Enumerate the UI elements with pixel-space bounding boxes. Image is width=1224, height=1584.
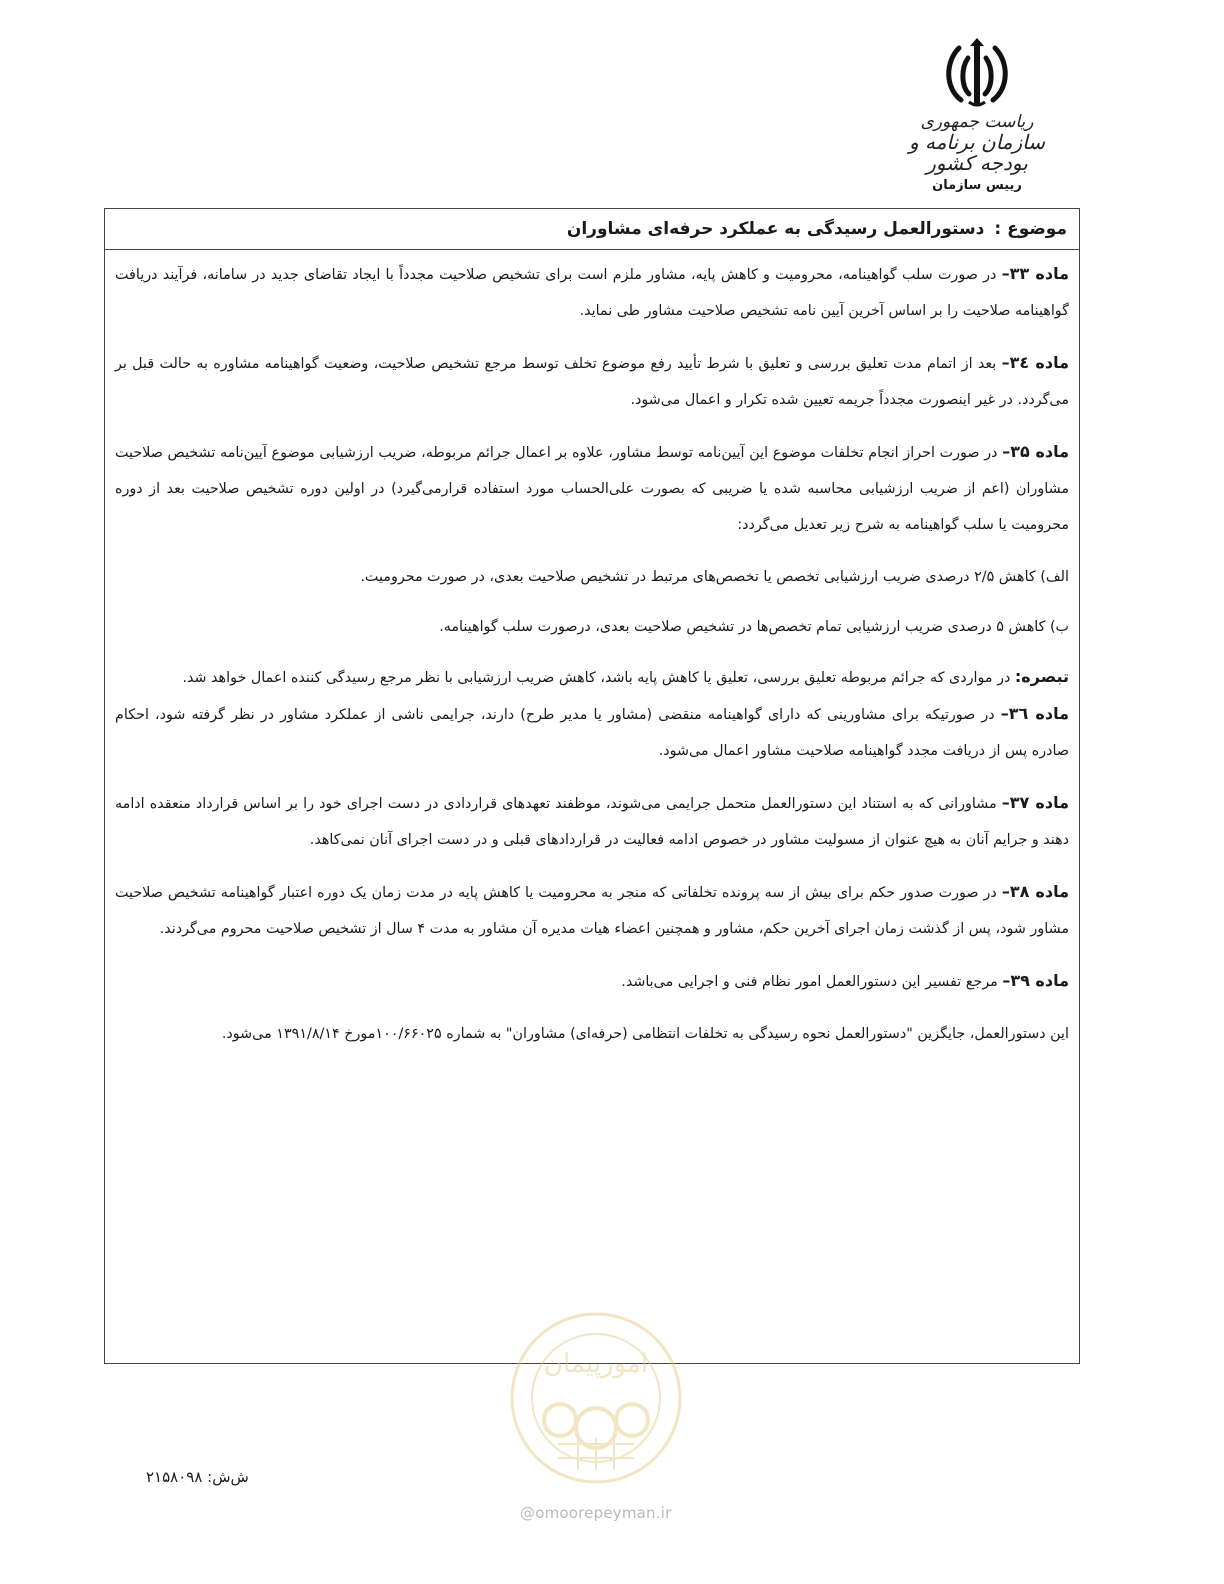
note-heading: تبصره: [1014, 667, 1069, 686]
letterhead [902, 36, 1052, 216]
article-heading: ماده ۳۹– [1002, 971, 1069, 990]
article-heading: ماده ۳۳– [1001, 264, 1069, 283]
article-35 [115, 434, 1069, 543]
article-text: مرجع تفسیر این دستورالعمل امور نظام فنی و اجرایی می‌باشد. [621, 974, 1003, 990]
article-heading: ماده ۳۷– [1001, 793, 1069, 812]
article-text: در صورت احراز انجام تخلفات موضوع این آیین‌نامه توسط مشاور، علاوه بر اعمال جرائم مربوطه، ضریب ارزشیابی موضوع آیین‌نامه تشخیص صلاحیت مشاوران (اعم از ضریب ارزشیابی محاسبه شده یا ضریبی که بصورت علی‌الحساب مورد استفاده قرارمی‌گیرد) در اولین دوره تشخیص صلاحیت بعد از دوره محرومیت یا سلب گواهینامه به شرح زیر تعدیل می‌گردد: [115, 445, 1069, 533]
article-34 [115, 345, 1069, 418]
website-watermark: @omoorepeyman.ir [520, 1504, 672, 1522]
office-title: رییس سازمان [932, 177, 1022, 193]
signature-line-1: ریاست جمهوری [920, 112, 1034, 132]
document-frame [104, 208, 1080, 1364]
article-33 [115, 256, 1069, 329]
article-heading: ماده ٣٦– [1000, 704, 1070, 723]
national-emblem-icon [939, 36, 1015, 110]
article-38 [115, 874, 1069, 947]
subject-label: موضوع : [994, 219, 1067, 239]
clause-b: ب) کاهش ۵ درصدی ضریب ارزشیابی تمام تخصص‌ها در تشخیص صلاحیت بعدی، درصورت سلب گواهینامه. [439, 619, 1069, 635]
serial-number: ش‌ش: ۲۱۵۸۰۹۸ [146, 1468, 249, 1486]
article-heading: ماده ۳۵– [1002, 442, 1070, 461]
article-text: در صورتیکه برای مشاورینی که دارای گواهینامه منقضی (مشاور یا مدیر طرح) دارند، جرایمی ناشی از عملکرد مشاور در نظر گرفته شود، احکام صادره پس از دریافت مجدد گواهینامه صلاحیت مشاور اعمال می‌شود. [115, 707, 1069, 759]
closing-note: این دستورالعمل، جایگزین "دستورالعمل نحوه رسیدگی به تخلفات انتظامی (حرفه‌ای) مشاوران" به شماره ۱۰۰/۶۶۰۲۵مورخ ۱۳۹۱/۸/۱۴ می‌شود. [221, 1026, 1069, 1042]
note-text: در مواردی که جرائم مربوطه تعلیق بررسی، تعلیق یا کاهش پایه باشد، کاهش ضریب ارزشیابی با نظر مرجع رسیدگی کننده اعمال خواهد شد. [182, 670, 1015, 686]
subject-title: دستورالعمل رسیدگی به عملکرد حرفه‌ای مشاوران [566, 219, 985, 239]
article-heading: ماده ۳۸– [1001, 882, 1069, 901]
article-36 [115, 696, 1069, 769]
article-text: مشاورانی که به استناد این دستورالعمل متحمل جرایمی می‌شوند، موظفند تعهدهای قراردادی در دست اجرای خود را بر اساس قرارداد منعقده ادامه دهند و جرایم آنان به هیچ عنوان از مسولیت مشاور در خصوص ادامه فعالیت در قراردادهای قبلی و در دست اجرای آنان نمی‌کاهد. [115, 796, 1069, 848]
signature-line-2: سازمان برنامه و بودجه کشور [908, 129, 1046, 175]
article-heading: ماده ٣٤– [1001, 353, 1069, 372]
article-37 [115, 785, 1069, 858]
note [115, 659, 1069, 696]
article-text: در صورت سلب گواهینامه، محرومیت و کاهش پایه، مشاور ملزم است برای تشخیص صلاحیت مجدداً با ایجاد تقاضای جدید در سامانه، فرآیند دریافت گواهینامه صلاحیت را بر اساس آخرین آیین نامه تشخیص صلاحیت مشاور طی نماید. [115, 267, 1069, 319]
article-text: در صورت صدور حکم برای بیش از سه پرونده تخلفاتی که منجر به محرومیت یا کاهش پایه در مدت زمان یک دوره اعتبار گواهینامه تشخیص صلاحیت مشاور شود، پس از گذشت زمان اجرای آخرین حکم، مشاور و همچنین اعضاء هیات مدیره آن مشاور به مدت ۴ سال از تشخیص صلاحیت محروم می‌گردند. [115, 885, 1069, 937]
watermark-seal-icon [508, 1310, 684, 1486]
document-body [105, 250, 1079, 1052]
clause-a: الف) کاهش ۲/۵ درصدی ضریب ارزشیابی تخصص یا تخصص‌های مرتبط در تشخیص صلاحیت بعدی، در صورت محرومیت. [360, 569, 1069, 585]
article-text: بعد از اتمام مدت تعلیق بررسی و تعلیق با شرط تأیید رفع موضوع تخلف توسط مرجع تشخیص صلاحیت، وضعیت گواهینامه مشاوره به حالت قبل بر می‌گردد. در غیر اینصورت مجدداً جریمه تعیین شده تکرار و اعمال می‌شود. [115, 356, 1069, 408]
subject-bar [105, 209, 1079, 250]
letterhead-signature [902, 114, 1052, 174]
article-39 [115, 963, 1069, 1000]
watermark-text: امورپیمان [543, 1349, 649, 1379]
